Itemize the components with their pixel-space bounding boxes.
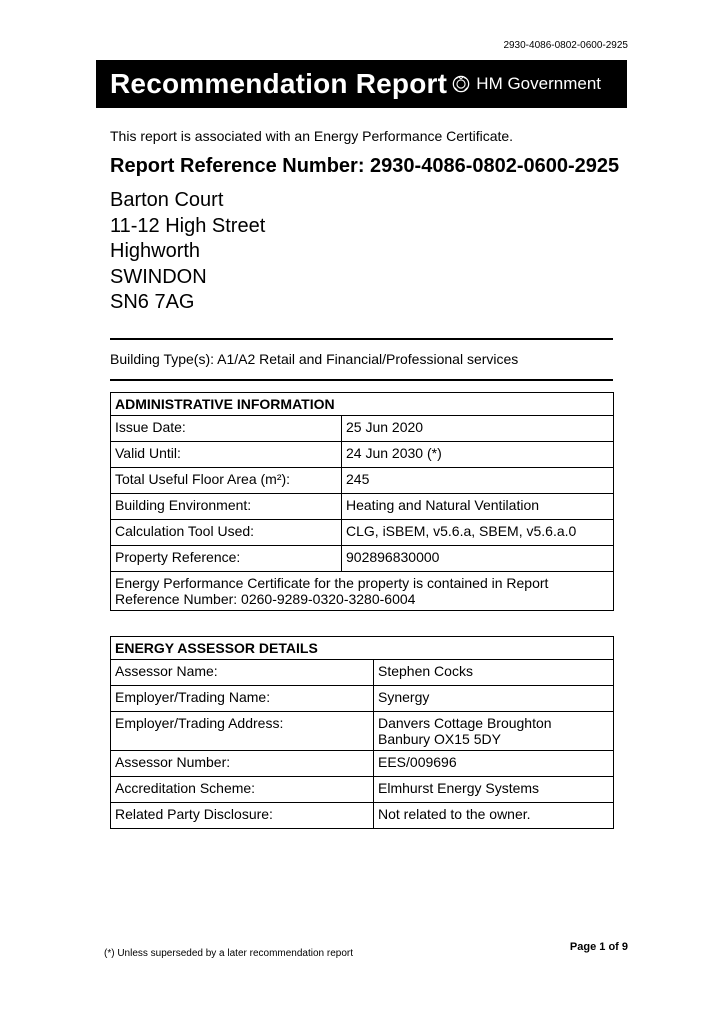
title-bar: [96, 60, 627, 108]
hm-government-text: HM Government: [476, 74, 601, 93]
row-value: Stephen Cocks: [374, 660, 614, 686]
table-heading: ENERGY ASSESSOR DETAILS: [111, 637, 614, 660]
address-line: Highworth: [110, 240, 201, 262]
row-value: Heating and Natural Ventilation: [342, 494, 614, 520]
table-heading: ADMINISTRATIVE INFORMATION: [111, 393, 614, 416]
row-value: 245: [342, 468, 614, 494]
row-label: Issue Date:: [111, 416, 342, 442]
table-row: [111, 803, 614, 829]
row-value: Elmhurst Energy Systems: [374, 777, 614, 803]
address-line: SN6 7AG: [110, 291, 195, 313]
row-label: Related Party Disclosure:: [111, 803, 374, 829]
royal-crest-icon: [452, 75, 470, 93]
row-label: Valid Until:: [111, 442, 342, 468]
hm-government-logo: [452, 74, 601, 94]
report-title: Recommendation Report: [110, 68, 448, 99]
row-value: Danvers Cottage Broughton Banbury OX15 5DY: [374, 712, 614, 751]
row-label: Assessor Number:: [111, 751, 374, 777]
row-label: Employer/Trading Address:: [111, 712, 374, 751]
property-address: [110, 188, 265, 316]
row-label: Building Environment:: [111, 494, 342, 520]
row-value: 902896830000: [342, 546, 614, 572]
row-label: Employer/Trading Name:: [111, 686, 374, 712]
divider: [110, 379, 613, 381]
address-line: 11-12 High Street: [110, 214, 266, 237]
address-line: Barton Court: [110, 189, 224, 211]
row-value: CLG, iSBEM, v5.6.a, SBEM, v5.6.a.0: [342, 520, 614, 546]
intro-text: This report is associated with an Energy Performance Certificate.: [110, 128, 514, 144]
row-value: 25 Jun 2020: [342, 416, 614, 442]
row-label: Total Useful Floor Area (m²):: [111, 468, 342, 494]
report-reference-heading: Report Reference Number: 2930-4086-0802-0600-2925: [110, 155, 620, 177]
table-row: [111, 686, 614, 712]
table-row: [111, 494, 614, 520]
table-row: [111, 777, 614, 803]
row-value: EES/009696: [374, 751, 614, 777]
row-label: Assessor Name:: [111, 660, 374, 686]
row-label: Accreditation Scheme:: [111, 777, 374, 803]
epc-note: Energy Performance Certificate for the property is contained in Report Reference Number: 0260-9289-0320-3280-6004: [111, 572, 614, 611]
table-row: [111, 712, 614, 751]
row-value: 24 Jun 2030 (*): [342, 442, 614, 468]
row-value: Not related to the owner.: [374, 803, 614, 829]
table-row: [111, 468, 614, 494]
address-line: SWINDON: [110, 265, 207, 288]
administrative-information-table: [110, 392, 614, 611]
table-row: [111, 416, 614, 442]
row-value: Synergy: [374, 686, 614, 712]
table-row: [111, 520, 614, 546]
footnote: (*) Unless superseded by a later recommendation report: [104, 948, 354, 959]
page-number: Page 1 of 9: [569, 941, 628, 953]
page-reference: 2930-4086-0802-0600-2925: [503, 40, 628, 51]
table-row: [111, 442, 614, 468]
table-row: [111, 660, 614, 686]
row-label: Calculation Tool Used:: [111, 520, 342, 546]
row-label: Property Reference:: [111, 546, 342, 572]
building-type: Building Type(s): A1/A2 Retail and Financial/Professional services: [110, 351, 519, 367]
table-row: [111, 572, 614, 611]
energy-assessor-details-table: [110, 636, 614, 829]
table-row: [111, 546, 614, 572]
divider: [110, 338, 613, 340]
table-row: [111, 751, 614, 777]
